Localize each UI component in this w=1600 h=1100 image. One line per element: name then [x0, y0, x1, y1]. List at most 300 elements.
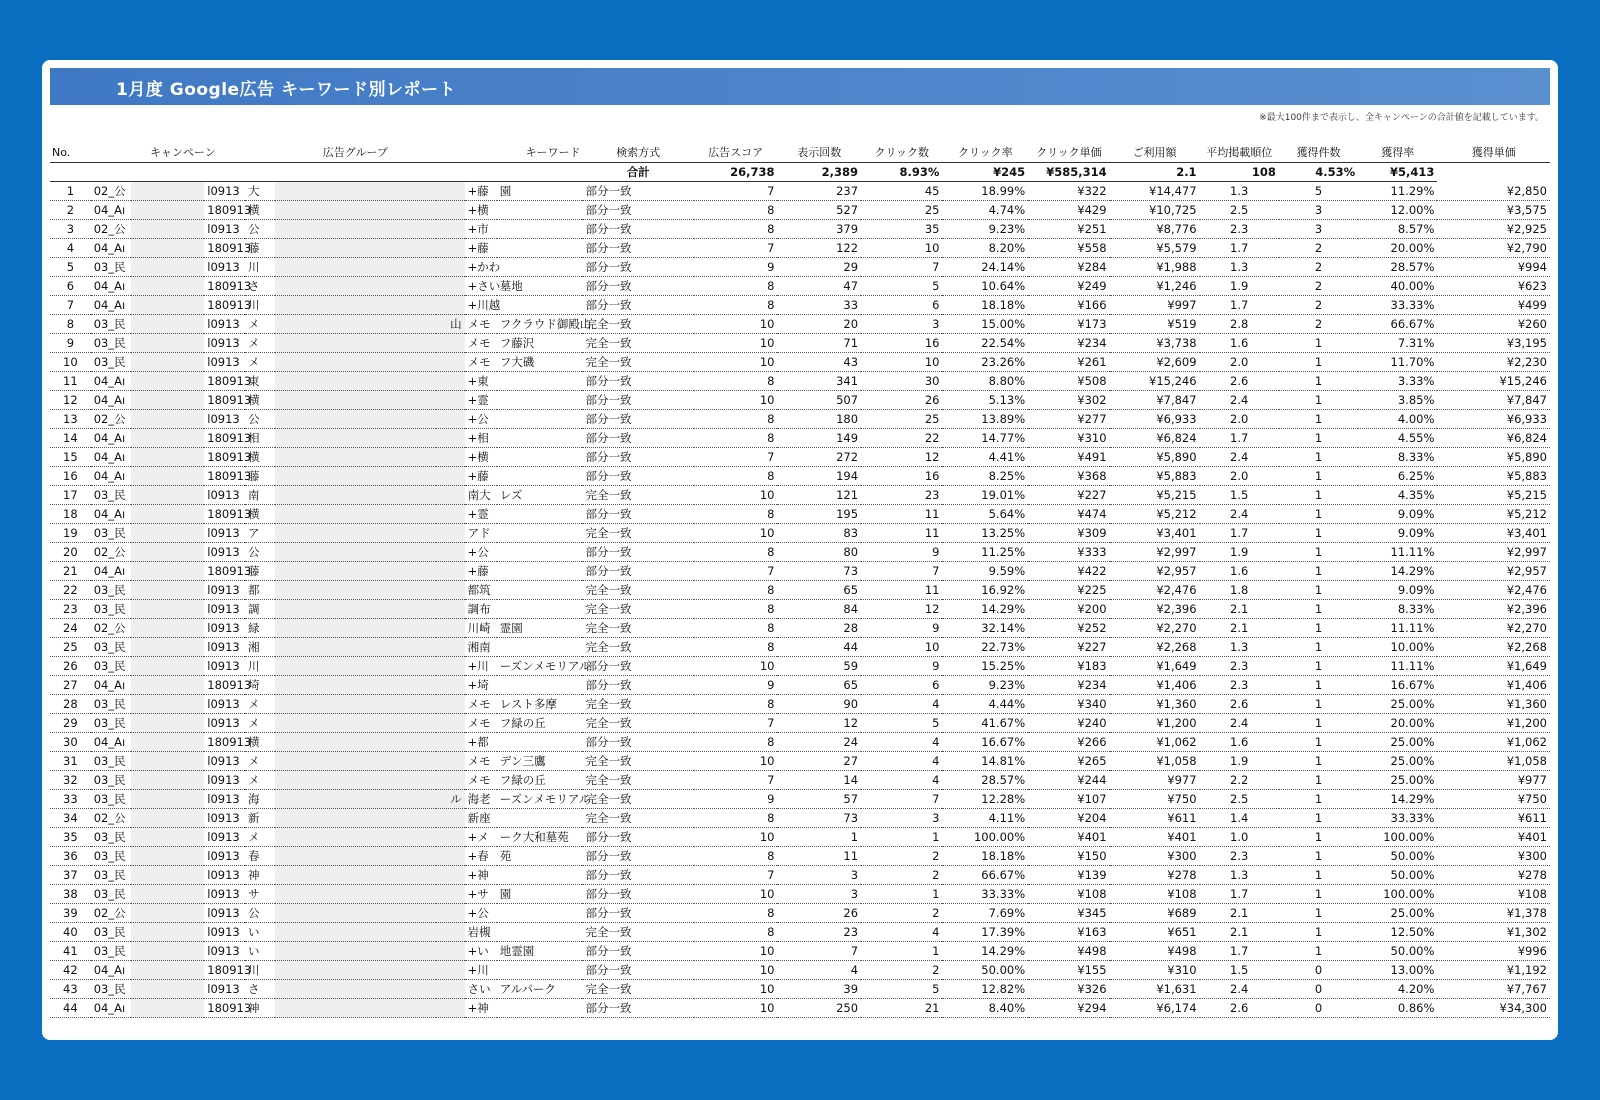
row-ad-group-redacted — [275, 201, 436, 220]
row-ad-group-redacted — [275, 448, 436, 467]
row-impressions: 43 — [777, 353, 861, 372]
row-campaign-redacted — [131, 220, 204, 239]
row-ad-group-prefix: 藤 — [245, 562, 275, 581]
row-keyword-prefix: 岩槻 — [465, 923, 497, 942]
row-ctr: 16.92% — [942, 581, 1028, 600]
row-ad-group-code: 180913 — [204, 277, 245, 296]
row-ad-group-code: l0913 — [204, 581, 245, 600]
row-cpa: ¥278 — [1437, 866, 1550, 885]
table-row — [50, 258, 1550, 277]
row-campaign-code: 03_民 — [91, 638, 132, 657]
row-cvr: 8.57% — [1358, 220, 1437, 239]
row-conversions: 1 — [1279, 524, 1358, 543]
row-ad-group-tail — [436, 600, 465, 619]
row-match-type: 部分一致 — [582, 543, 693, 562]
row-ad-group-prefix: メ — [245, 315, 275, 334]
row-campaign-code: 03_民 — [91, 600, 132, 619]
row-keyword-suffix — [497, 410, 583, 429]
row-ad-group-redacted — [275, 961, 436, 980]
row-ad-group-redacted — [275, 999, 436, 1018]
row-campaign-redacted — [131, 505, 204, 524]
row-avg-position: 1.0 — [1200, 828, 1279, 847]
row-cvr: 40.00% — [1358, 277, 1437, 296]
header-clicks: クリック数 — [861, 142, 942, 163]
row-clicks: 4 — [861, 695, 942, 714]
row-campaign-code: 03_民 — [91, 771, 132, 790]
row-cost: ¥2,270 — [1110, 619, 1200, 638]
row-ad-group-tail — [436, 258, 465, 277]
row-ad-group-redacted — [275, 372, 436, 391]
row-cpa: ¥2,270 — [1437, 619, 1550, 638]
row-ad-group-tail — [436, 353, 465, 372]
row-conversions: 1 — [1279, 467, 1358, 486]
row-keyword-suffix: 苑 — [497, 847, 583, 866]
row-avg-position: 2.1 — [1200, 923, 1279, 942]
row-match-type: 完全一致 — [582, 752, 693, 771]
row-ad-group-code: l0913 — [204, 258, 245, 277]
row-ctr: 9.23% — [942, 676, 1028, 695]
row-avg-position: 1.3 — [1200, 638, 1279, 657]
row-ad-group-prefix: メ — [245, 695, 275, 714]
row-cost: ¥5,579 — [1110, 239, 1200, 258]
row-impressions: 3 — [777, 885, 861, 904]
row-keyword-suffix — [497, 600, 583, 619]
row-cpc: ¥166 — [1028, 296, 1109, 315]
row-ad-group-code: l0913 — [204, 695, 245, 714]
row-keyword-prefix: +川 — [465, 961, 497, 980]
row-conversions: 1 — [1279, 714, 1358, 733]
row-cvr: 9.09% — [1358, 505, 1437, 524]
row-cpc: ¥227 — [1028, 638, 1109, 657]
row-ctr: 13.25% — [942, 524, 1028, 543]
row-conversions: 1 — [1279, 334, 1358, 353]
row-keyword-suffix: フ大磯 — [497, 353, 583, 372]
row-no: 37 — [50, 866, 91, 885]
row-ad-group-redacted — [275, 277, 436, 296]
row-no: 19 — [50, 524, 91, 543]
row-ad-group-redacted — [275, 885, 436, 904]
row-no: 21 — [50, 562, 91, 581]
row-ad-group-redacted — [275, 619, 436, 638]
row-cpa: ¥108 — [1437, 885, 1550, 904]
row-cpc: ¥558 — [1028, 239, 1109, 258]
row-avg-position: 1.5 — [1200, 961, 1279, 980]
row-campaign-redacted — [131, 448, 204, 467]
row-clicks: 45 — [861, 182, 942, 201]
header-cvr: 獲得率 — [1358, 142, 1437, 163]
row-ctr: 24.14% — [942, 258, 1028, 277]
row-cpc: ¥163 — [1028, 923, 1109, 942]
row-ad-group-redacted — [275, 847, 436, 866]
row-ad-group-tail — [436, 296, 465, 315]
row-match-type: 完全一致 — [582, 695, 693, 714]
row-cpa: ¥2,957 — [1437, 562, 1550, 581]
row-ad-score: 10 — [694, 353, 778, 372]
row-cpc: ¥422 — [1028, 562, 1109, 581]
row-keyword-prefix: 湘南 — [465, 638, 497, 657]
row-clicks: 6 — [861, 296, 942, 315]
row-ad-score: 10 — [694, 885, 778, 904]
row-campaign-code: 02_公 — [91, 619, 132, 638]
row-cost: ¥8,776 — [1110, 220, 1200, 239]
row-ad-group-redacted — [275, 752, 436, 771]
row-keyword-suffix: ーズンメモリアル — [497, 657, 583, 676]
row-ad-group-code: l0913 — [204, 752, 245, 771]
row-keyword-prefix: メモ — [465, 353, 497, 372]
row-cpc: ¥234 — [1028, 334, 1109, 353]
row-avg-position: 2.4 — [1200, 980, 1279, 999]
table-row — [50, 771, 1550, 790]
row-no: 33 — [50, 790, 91, 809]
row-match-type: 部分一致 — [582, 448, 693, 467]
row-ad-group-redacted — [275, 733, 436, 752]
row-cost: ¥6,174 — [1110, 999, 1200, 1018]
row-impressions: 1 — [777, 828, 861, 847]
row-keyword-prefix: +藤 — [465, 562, 497, 581]
row-ad-group-prefix: 川 — [245, 961, 275, 980]
row-conversions: 1 — [1279, 581, 1358, 600]
row-ad-group-code: l0913 — [204, 600, 245, 619]
row-cvr: 20.00% — [1358, 714, 1437, 733]
row-cost: ¥611 — [1110, 809, 1200, 828]
row-cost: ¥3,401 — [1110, 524, 1200, 543]
row-match-type: 部分一致 — [582, 239, 693, 258]
table-row — [50, 467, 1550, 486]
row-keyword-prefix: メモ — [465, 695, 497, 714]
row-conversions: 1 — [1279, 448, 1358, 467]
row-clicks: 9 — [861, 543, 942, 562]
row-keyword-suffix: アルパーク — [497, 980, 583, 999]
row-ad-group-code: l0913 — [204, 486, 245, 505]
row-ctr: 4.41% — [942, 448, 1028, 467]
row-ad-group-tail — [436, 505, 465, 524]
row-campaign-code: 03_民 — [91, 923, 132, 942]
row-campaign-redacted — [131, 847, 204, 866]
row-cost: ¥2,476 — [1110, 581, 1200, 600]
row-ad-group-code: 180913 — [204, 391, 245, 410]
row-cpc: ¥139 — [1028, 866, 1109, 885]
row-cost: ¥3,738 — [1110, 334, 1200, 353]
row-ad-group-tail — [436, 733, 465, 752]
row-keyword-suffix — [497, 733, 583, 752]
row-campaign-redacted — [131, 296, 204, 315]
report-rows — [50, 182, 1550, 1018]
row-ctr: 4.11% — [942, 809, 1028, 828]
row-cpc: ¥333 — [1028, 543, 1109, 562]
row-ctr: 18.99% — [942, 182, 1028, 201]
row-ad-group-redacted — [275, 391, 436, 410]
row-ad-group-redacted — [275, 353, 436, 372]
row-campaign-code: 02_公 — [91, 220, 132, 239]
row-no: 32 — [50, 771, 91, 790]
row-avg-position: 1.7 — [1200, 296, 1279, 315]
row-impressions: 90 — [777, 695, 861, 714]
row-clicks: 35 — [861, 220, 942, 239]
row-ad-group-code: l0913 — [204, 942, 245, 961]
row-keyword-suffix — [497, 524, 583, 543]
row-match-type: 部分一致 — [582, 885, 693, 904]
row-ad-score: 10 — [694, 828, 778, 847]
row-cpa: ¥1,360 — [1437, 695, 1550, 714]
row-campaign-redacted — [131, 733, 204, 752]
row-match-type: 部分一致 — [582, 296, 693, 315]
row-ctr: 14.29% — [942, 600, 1028, 619]
row-cpc: ¥474 — [1028, 505, 1109, 524]
row-campaign-code: 03_民 — [91, 866, 132, 885]
table-row — [50, 505, 1550, 524]
row-impressions: 272 — [777, 448, 861, 467]
row-ad-group-redacted — [275, 942, 436, 961]
row-campaign-code: 04_Aı — [91, 562, 132, 581]
row-cost: ¥1,631 — [1110, 980, 1200, 999]
row-campaign-redacted — [131, 961, 204, 980]
row-ctr: 41.67% — [942, 714, 1028, 733]
row-keyword-prefix: +霊 — [465, 505, 497, 524]
row-keyword-prefix: メモ — [465, 315, 497, 334]
row-no: 18 — [50, 505, 91, 524]
row-impressions: 194 — [777, 467, 861, 486]
row-ad-group-tail — [436, 714, 465, 733]
row-cost: ¥689 — [1110, 904, 1200, 923]
row-keyword-suffix — [497, 201, 583, 220]
row-cpa: ¥623 — [1437, 277, 1550, 296]
table-row — [50, 866, 1550, 885]
row-ad-group-code: 180913 — [204, 961, 245, 980]
row-ad-group-redacted — [275, 809, 436, 828]
row-cvr: 14.29% — [1358, 790, 1437, 809]
row-match-type: 完全一致 — [582, 353, 693, 372]
row-clicks: 25 — [861, 410, 942, 429]
row-no: 30 — [50, 733, 91, 752]
row-no: 15 — [50, 448, 91, 467]
row-match-type: 部分一致 — [582, 999, 693, 1018]
row-keyword-suffix — [497, 676, 583, 695]
row-cost: ¥278 — [1110, 866, 1200, 885]
row-cvr: 25.00% — [1358, 771, 1437, 790]
row-impressions: 65 — [777, 581, 861, 600]
row-avg-position: 2.4 — [1200, 505, 1279, 524]
row-cpa: ¥1,200 — [1437, 714, 1550, 733]
row-cpa: ¥3,401 — [1437, 524, 1550, 543]
row-keyword-prefix: +かわ — [465, 258, 497, 277]
row-conversions: 1 — [1279, 676, 1358, 695]
row-ad-group-prefix: 調 — [245, 600, 275, 619]
header-avg-position: 平均掲載順位 — [1200, 142, 1279, 163]
row-cost: ¥2,997 — [1110, 543, 1200, 562]
row-keyword-suffix: ーク大和墓苑 — [497, 828, 583, 847]
row-clicks: 11 — [861, 505, 942, 524]
row-match-type: 部分一致 — [582, 866, 693, 885]
row-keyword-prefix: +東 — [465, 372, 497, 391]
row-cpc: ¥340 — [1028, 695, 1109, 714]
row-cpc: ¥225 — [1028, 581, 1109, 600]
row-keyword-suffix: 霊園 — [497, 619, 583, 638]
row-cvr: 12.50% — [1358, 923, 1437, 942]
row-no: 29 — [50, 714, 91, 733]
row-ad-group-redacted — [275, 828, 436, 847]
row-ad-group-redacted — [275, 695, 436, 714]
row-ctr: 8.20% — [942, 239, 1028, 258]
row-clicks: 12 — [861, 600, 942, 619]
totals-avg-position: 2.1 — [1110, 163, 1200, 182]
row-keyword-suffix: レスト多摩 — [497, 695, 583, 714]
row-keyword-prefix: メモ — [465, 771, 497, 790]
row-ctr: 9.59% — [942, 562, 1028, 581]
row-cpc: ¥249 — [1028, 277, 1109, 296]
row-ad-group-code: l0913 — [204, 315, 245, 334]
totals-clicks: 2,389 — [777, 163, 861, 182]
row-no: 5 — [50, 258, 91, 277]
row-keyword-prefix: メモ — [465, 714, 497, 733]
row-campaign-redacted — [131, 619, 204, 638]
row-keyword-suffix: デン三鷹 — [497, 752, 583, 771]
row-clicks: 4 — [861, 733, 942, 752]
row-ad-group-tail — [436, 220, 465, 239]
row-avg-position: 1.3 — [1200, 866, 1279, 885]
row-clicks: 22 — [861, 429, 942, 448]
row-campaign-code: 03_民 — [91, 714, 132, 733]
row-ctr: 14.77% — [942, 429, 1028, 448]
row-keyword-prefix: +川 — [465, 657, 497, 676]
row-ctr: 33.33% — [942, 885, 1028, 904]
row-avg-position: 1.7 — [1200, 524, 1279, 543]
row-ad-group-prefix: 藤 — [245, 467, 275, 486]
row-keyword-suffix — [497, 581, 583, 600]
row-campaign-redacted — [131, 391, 204, 410]
row-cpc: ¥310 — [1028, 429, 1109, 448]
row-keyword-suffix: フ緑の丘 — [497, 714, 583, 733]
row-ad-group-tail — [436, 961, 465, 980]
row-ctr: 8.40% — [942, 999, 1028, 1018]
row-ad-group-prefix: 横 — [245, 201, 275, 220]
row-conversions: 1 — [1279, 505, 1358, 524]
row-ad-score: 10 — [694, 486, 778, 505]
row-ad-group-redacted — [275, 486, 436, 505]
row-clicks: 5 — [861, 980, 942, 999]
row-ad-score: 8 — [694, 733, 778, 752]
row-ad-group-redacted — [275, 296, 436, 315]
table-row — [50, 448, 1550, 467]
row-no: 42 — [50, 961, 91, 980]
row-cvr: 8.33% — [1358, 600, 1437, 619]
row-campaign-redacted — [131, 980, 204, 999]
row-ad-group-tail — [436, 942, 465, 961]
row-impressions: 195 — [777, 505, 861, 524]
row-cvr: 4.35% — [1358, 486, 1437, 505]
row-keyword-prefix: +相 — [465, 429, 497, 448]
totals-cost: ¥585,314 — [1028, 163, 1109, 182]
row-avg-position: 2.8 — [1200, 315, 1279, 334]
row-cost: ¥498 — [1110, 942, 1200, 961]
row-ad-group-prefix: 湘 — [245, 638, 275, 657]
row-ad-score: 8 — [694, 847, 778, 866]
row-campaign-redacted — [131, 771, 204, 790]
row-ad-group-redacted — [275, 657, 436, 676]
row-match-type: 完全一致 — [582, 638, 693, 657]
row-ad-score: 10 — [694, 961, 778, 980]
row-cost: ¥15,246 — [1110, 372, 1200, 391]
row-campaign-redacted — [131, 486, 204, 505]
totals-ctr: 8.93% — [861, 163, 942, 182]
row-campaign-redacted — [131, 277, 204, 296]
row-ctr: 19.01% — [942, 486, 1028, 505]
row-ad-group-code: l0913 — [204, 904, 245, 923]
row-clicks: 30 — [861, 372, 942, 391]
row-campaign-code: 04_Aı — [91, 467, 132, 486]
row-keyword-prefix: +霊 — [465, 391, 497, 410]
row-cpa: ¥2,230 — [1437, 353, 1550, 372]
row-clicks: 5 — [861, 714, 942, 733]
row-ad-group-redacted — [275, 429, 436, 448]
row-conversions: 1 — [1279, 733, 1358, 752]
row-ad-group-prefix: 横 — [245, 448, 275, 467]
row-avg-position: 1.6 — [1200, 334, 1279, 353]
row-ad-group-tail: 山 — [436, 315, 465, 334]
row-campaign-redacted — [131, 353, 204, 372]
row-conversions: 1 — [1279, 600, 1358, 619]
row-cpc: ¥252 — [1028, 619, 1109, 638]
row-impressions: 7 — [777, 942, 861, 961]
row-ad-group-prefix: さ — [245, 980, 275, 999]
row-cpc: ¥155 — [1028, 961, 1109, 980]
row-clicks: 5 — [861, 277, 942, 296]
row-campaign-redacted — [131, 258, 204, 277]
row-ad-score: 7 — [694, 182, 778, 201]
row-ad-group-redacted — [275, 771, 436, 790]
row-campaign-redacted — [131, 410, 204, 429]
row-cvr: 11.11% — [1358, 657, 1437, 676]
row-campaign-code: 04_Aı — [91, 999, 132, 1018]
row-ad-group-prefix: メ — [245, 353, 275, 372]
row-avg-position: 2.6 — [1200, 372, 1279, 391]
row-cpc: ¥309 — [1028, 524, 1109, 543]
row-campaign-code: 03_民 — [91, 695, 132, 714]
table-row — [50, 904, 1550, 923]
row-conversions: 1 — [1279, 429, 1358, 448]
row-ctr: 4.74% — [942, 201, 1028, 220]
row-ad-group-tail — [436, 980, 465, 999]
row-cpa: ¥300 — [1437, 847, 1550, 866]
header-ctr: クリック率 — [942, 142, 1028, 163]
row-avg-position: 2.1 — [1200, 600, 1279, 619]
row-campaign-redacted — [131, 714, 204, 733]
table-row — [50, 790, 1550, 809]
table-row — [50, 486, 1550, 505]
row-campaign-redacted — [131, 429, 204, 448]
row-ad-group-redacted — [275, 714, 436, 733]
row-keyword-suffix — [497, 505, 583, 524]
row-clicks: 2 — [861, 961, 942, 980]
row-avg-position: 1.9 — [1200, 752, 1279, 771]
row-campaign-code: 04_Aı — [91, 505, 132, 524]
row-keyword-suffix — [497, 391, 583, 410]
header-impressions: 表示回数 — [777, 142, 861, 163]
row-ad-group-prefix: メ — [245, 714, 275, 733]
row-cost: ¥6,933 — [1110, 410, 1200, 429]
row-ad-score: 10 — [694, 315, 778, 334]
row-campaign-code: 03_民 — [91, 847, 132, 866]
row-ad-group-redacted — [275, 239, 436, 258]
row-cost: ¥519 — [1110, 315, 1200, 334]
table-row — [50, 562, 1550, 581]
row-ad-group-prefix: 神 — [245, 866, 275, 885]
row-conversions: 1 — [1279, 828, 1358, 847]
row-no: 38 — [50, 885, 91, 904]
row-campaign-code: 03_民 — [91, 258, 132, 277]
row-clicks: 23 — [861, 486, 942, 505]
row-campaign-code: 03_民 — [91, 790, 132, 809]
row-cvr: 20.00% — [1358, 239, 1437, 258]
